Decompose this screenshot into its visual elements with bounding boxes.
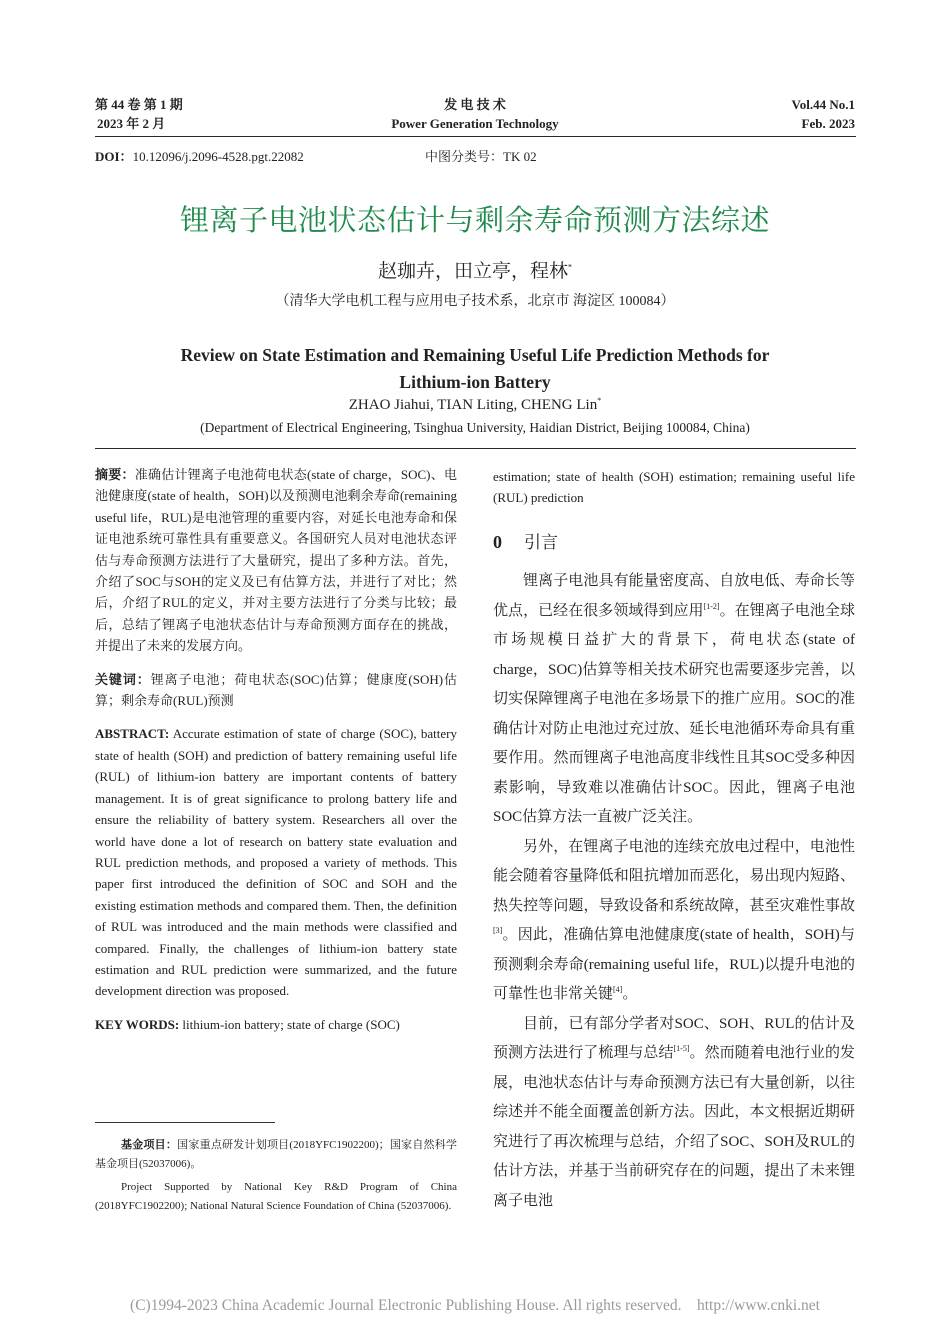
doi-label: DOI： [95, 149, 133, 164]
paragraph-3 [493, 1010, 855, 1217]
para2-text-b: 。因此，准确估算电池健康度(state of health，SOH)与预测剩余寿命(remaining useful life，RUL)以提升电池的可靠性也非常关键 [493, 927, 855, 1002]
keywords-cn-text: 锂离子电池；荷电状态(SOC)估算；健康度(SOH)估算；剩余寿命(RUL)预测 [95, 671, 457, 709]
corresponding-mark: * [568, 262, 572, 272]
cnki-watermark: (C)1994-2023 China Academic Journal Electronic Publishing House. All rights reserved. http://www.cnki.net [130, 1297, 820, 1314]
keywords-cn-label: 关键词： [95, 671, 151, 687]
citation: [1-2] [703, 601, 720, 611]
para2-text-c: 。 [622, 986, 638, 1002]
title-en-line2: Lithium-ion Battery [399, 372, 551, 392]
left-column [95, 464, 457, 1035]
class-line [425, 146, 537, 165]
para1-text-b: 。在锂离子电池全球市场规模日益扩大的背景下，荷电状态(state of charge，SOC)估算等相关技术研究也需要逐步完善，以切实保障锂离子电池在多场景下的推广应用。SOC的准确估计对防止电池过充过放、延长电池循环寿命具有重要作用。然而锂离子电池高度非线性且其SOC受多种因素影响，导致难以准确估计SOC。因此，锂离子电池SOC估算方法一直被广泛关注。 [493, 602, 855, 825]
abstract-cn-label: 摘要： [95, 467, 135, 482]
affiliation-cn: （清华大学电机工程与应用电子技术系，北京市 海淀区 100084） [275, 294, 675, 309]
para1-text-a: 锂离子电池具有能量密度高、自放电低、寿命长等优点，已经在很多领域得到应用 [493, 573, 855, 619]
fund-text: 国家重点研发计划项目(2018YFC1902200)；国家自然科学基金项目(52037006)。 [95, 1139, 457, 1170]
title-en [0, 342, 950, 396]
page-title: 锂离子电池状态估计与剩余寿命预测方法综述 [179, 203, 770, 237]
authors-en-names: ZHAO Jiahui, TIAN Liting, CHENG Lin [348, 397, 598, 413]
abstract-en [95, 723, 457, 1001]
header-left [95, 95, 183, 133]
footnote [95, 1136, 457, 1216]
affiliation-en: (Department of Electrical Engineering, Tsinghua University, Haidian District, Beijing 100084, China) [200, 420, 750, 435]
keywords-en-text: lithium-ion battery; state of charge (SOC) [182, 1016, 400, 1032]
fund-label: 基金项目： [121, 1139, 178, 1151]
fund-en: Project Supported by National Key R&D Program of China (2018YFC1902200); National Natural Science Foundation of China (52037006). [95, 1181, 457, 1212]
paragraph-1 [493, 567, 855, 833]
header-rule [95, 136, 856, 137]
citation: [4] [613, 985, 623, 994]
authors-cn-names: 赵珈卉，田立亭，程林 [377, 261, 568, 282]
volume-issue-en: Vol.44 No.1 [791, 97, 855, 112]
class-label: 中图分类号： [425, 149, 504, 164]
citation: [3] [493, 926, 503, 935]
authors-cn [0, 256, 950, 283]
issue-date-en: Feb. 2023 [801, 116, 855, 131]
doi-value: 10.12096/j.2096-4528.pgt.22082 [132, 149, 304, 164]
class-value: TK 02 [503, 149, 537, 164]
journal-name-cn: 发 电 技 术 [444, 97, 506, 112]
fund-cn [95, 1136, 457, 1174]
paragraph-2 [493, 833, 855, 1010]
header-center [300, 95, 650, 133]
footnote-rule [95, 1122, 275, 1123]
abstract-en-label: ABSTRACT: [95, 726, 170, 742]
para2-text-a: 另外，在锂离子电池的连续充放电过程中，电池性能会随着容量降低和阻抗增加而恶化，易出现内短路、热失控等问题，导致设备和系统故障，甚至灾难性事故 [493, 838, 855, 914]
abstract-en-text: Accurate estimation of state of charge (SOC), battery state of health (SOH) and prediction of battery remaining useful life (RUL) of lithium-ion battery are important contents of battery management. It is of great significance to prolong battery life and ensure the reliability of battery system. Researchers all over the world have done a lot of research on battery state evaluation and RUL prediction methods, and proposed a variety of methods. This paper first introduced the definition of SOC and SOH and the existing estimation methods and compared them. Then, the definition of RUL was introduced and the main methods were classified and compared. Finally, the challenges of lithium-ion battery state estimation and RUL prediction were summarized, and the future development direction was proposed. [95, 726, 457, 999]
para3-text-b: 。然而随着电池行业的发展，电池状态估计与寿命预测方法已有大量创新，以往综述并不能全面覆盖创新方法。因此，本文根据近期研究进行了再次梳理与总结，介绍了SOC、SOH及RUL的估计方法，并基于当前研究存在的问题，提出了未来锂离子电池 [493, 1045, 855, 1209]
issue-date-cn: 2023 年 2 月 [97, 116, 166, 131]
keywords-en-label: KEY WORDS: [95, 1016, 180, 1032]
para3-text-a: 目前，已有部分学者对SOC、SOH、RUL的估计及预测方法进行了梳理与总结 [493, 1015, 855, 1061]
title-en-line1: Review on State Estimation and Remaining Useful Life Prediction Methods for [180, 345, 770, 365]
journal-name-en: Power Generation Technology [391, 116, 559, 131]
volume-issue: 第 44 卷 第 1 期 [95, 97, 183, 112]
keywords-cn [95, 669, 457, 712]
keywords-en-continued: estimation; state of health (SOH) estimation; remaining useful life (RUL) prediction [493, 469, 855, 506]
doi-line [95, 146, 304, 165]
keywords-en [95, 1014, 457, 1035]
abstract-cn-text: 准确估计锂离子电池荷电状态(state of charge，SOC)、电池健康度(state of health，SOH)以及预测电池剩余寿命(remaining useful life，RUL)是电池管理的重要内容，对延长电池寿命和保证电池系统可靠性具有重要意义。各国研究人员对电池状态评估与寿命预测方法进行了大量研究，提出了多种方法。首先，介绍了SOC与SOH的定义及已有估算方法，并进行了对比；然后，介绍了RUL的定义，并对主要方法进行了分类与比较；最后，总结了锂离子电池状态估计与寿命预测方面存在的挑战，并提出了未来的发展方向。 [95, 467, 457, 654]
citation: [1-5] [673, 1044, 690, 1053]
right-column-body [493, 567, 855, 1216]
section-title: 引言 [524, 533, 558, 553]
title-rule [95, 448, 856, 449]
section-heading [493, 528, 558, 553]
abstract-cn [95, 464, 457, 657]
header-right [792, 95, 855, 133]
corresponding-mark-en: * [597, 396, 602, 405]
section-number: 0 [493, 532, 502, 552]
authors-en [0, 397, 950, 414]
